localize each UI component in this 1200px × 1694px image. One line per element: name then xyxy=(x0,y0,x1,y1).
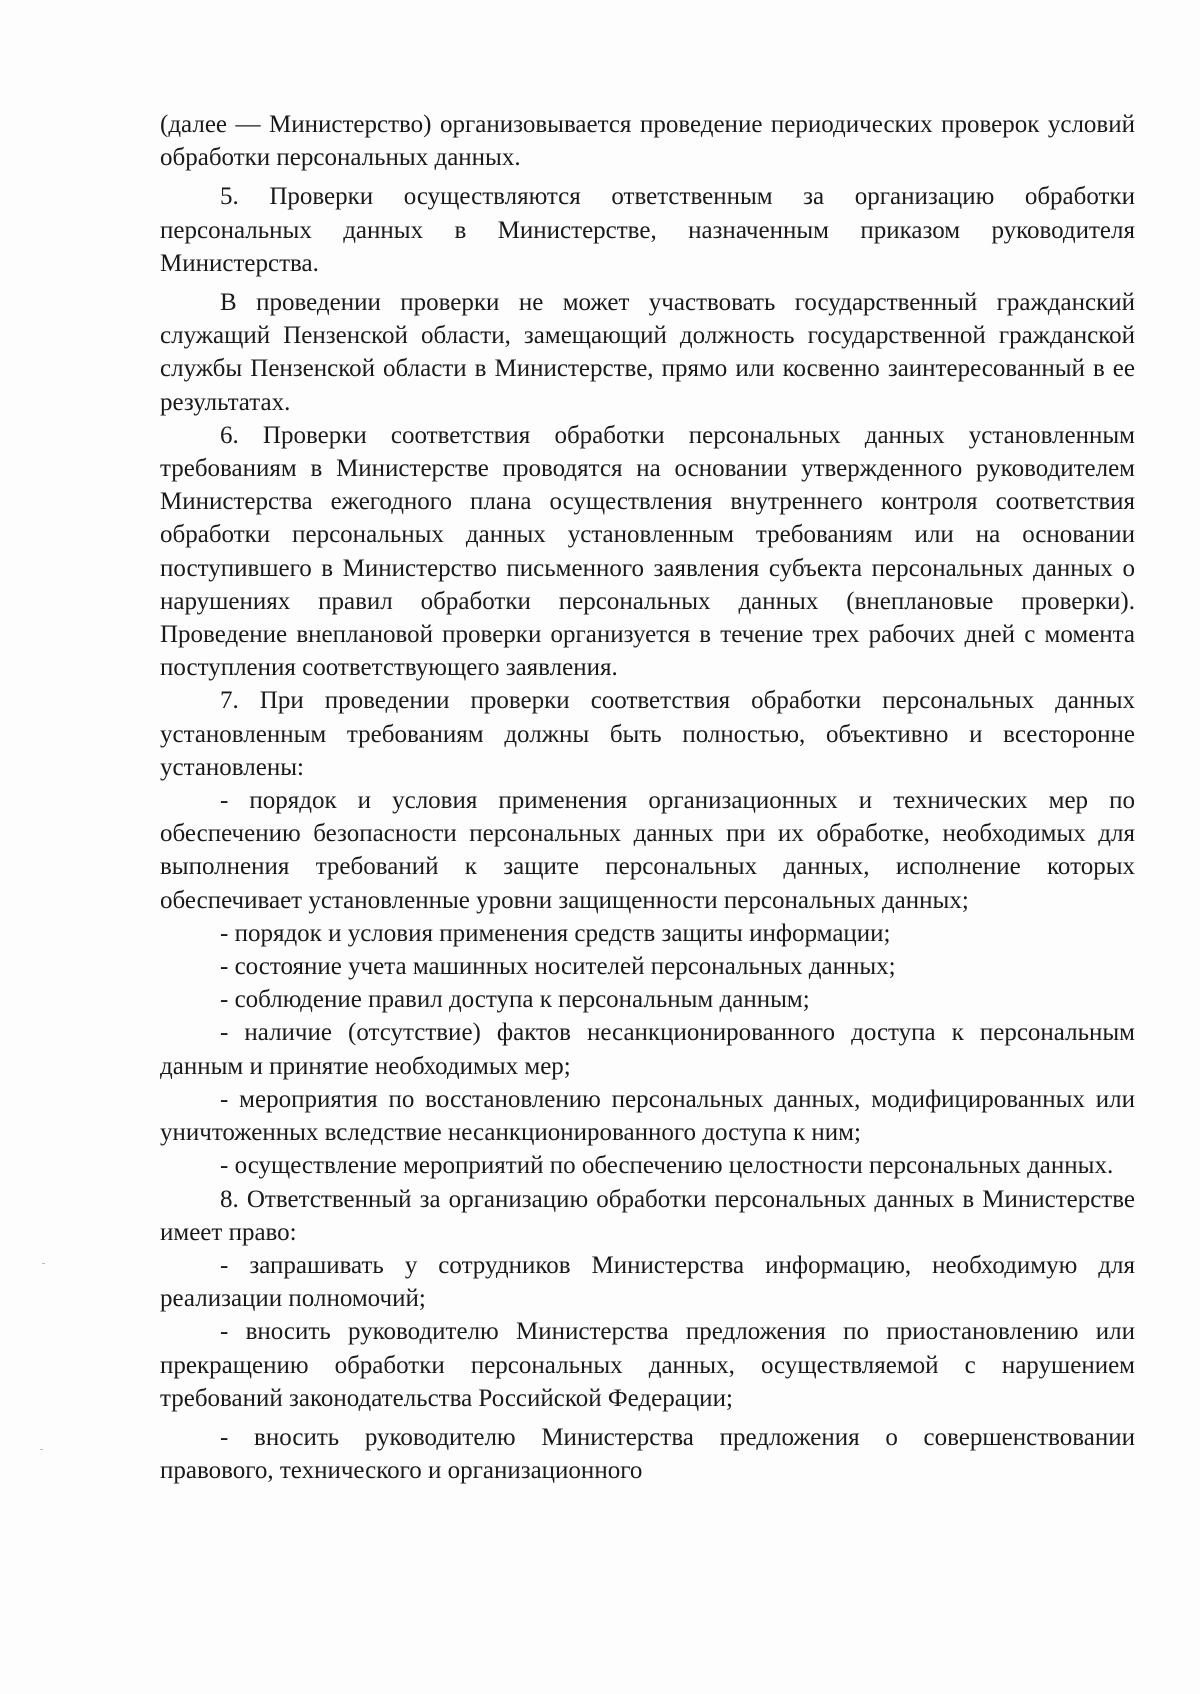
paragraph-6: 6. Проверки соответствия обработки персональных данных установленным требованиям в Министерстве проводятся на основании утвержденного руководителем Министерства ежегодного плана осуществления внутреннего контроля соответствия обработки персональных данных установленным требованиям или на основании поступившего в Министерство письменного заявления субъекта персональных данных о нарушениях правил обработки персональных данных (внеплановые проверки). Проведение внеплановой проверки организуется в течение трех рабочих дней с момента поступления соответствующего заявления. xyxy=(160,421,1135,682)
document-body xyxy=(160,108,1135,1487)
paragraph-5-restriction: В проведении проверки не может участвовать государственный гражданский служащий Пензенской области, замещающий должность государственной гражданской службы Пензенской области в Министерстве, прямо или косвенно заинтересованный в ее результатах. xyxy=(160,289,1135,416)
paragraph-intro-continuation: (далее — Министерство) организовывается проведение периодических проверок условий обработки персональных данных. xyxy=(160,111,1135,172)
list-item-suspend-proposals: - вносить руководителю Министерства предложения по приостановлению или прекращению обработки персональных данных, осуществляемой с нарушением требований законодательства Российской Федерации; xyxy=(160,1318,1135,1412)
list-item-access-rules: - соблюдение правил доступа к персональным данным; xyxy=(220,986,810,1014)
list-item-protection-tools: - порядок и условия применения средств защиты информации; xyxy=(220,919,891,947)
scan-speck xyxy=(42,1263,45,1264)
paragraph-7: 7. При проведении проверки соответствия обработки персональных данных установленным требованиям должны быть полностью, объективно и всесторонне установлены: xyxy=(160,687,1135,781)
list-item-media-accounting: - состояние учета машинных носителей персональных данных; xyxy=(220,953,896,981)
list-item-request-info: - запрашивать у сотрудников Министерства информацию, необходимую для реализации полномочий; xyxy=(160,1251,1135,1313)
list-item-data-recovery: - мероприятия по восстановлению персональных данных, модифицированных или уничтоженных вследствие несанкционированного доступа к ним; xyxy=(160,1085,1135,1147)
paragraph-5: 5. Проверки осуществляются ответственным за организацию обработки персональных данных в Министерстве, назначенным приказом руководителя Министерства. xyxy=(160,183,1135,277)
scan-speck xyxy=(40,1449,43,1450)
paragraph-8: 8. Ответственный за организацию обработки персональных данных в Министерстве имеет право: xyxy=(160,1185,1135,1246)
list-item-data-integrity: - осуществление мероприятий по обеспечению целостности персональных данных. xyxy=(220,1152,1114,1180)
list-item-improvement-proposals: - вносить руководителю Министерства предложения о совершенствовании правового, технического и организационного xyxy=(160,1423,1135,1485)
list-item-unauthorized-access: - наличие (отсутствие) фактов несанкционированного доступа к персональным данным и принятие необходимых мер; xyxy=(160,1019,1135,1080)
list-item-security-measures: - порядок и условия применения организационных и технических мер по обеспечению безопасности персональных данных при их обработке, необходимых для выполнения требований к защите персональных данных, исполнение которых обеспечивает установленные уровни защищенности персональных данных; xyxy=(160,787,1135,914)
